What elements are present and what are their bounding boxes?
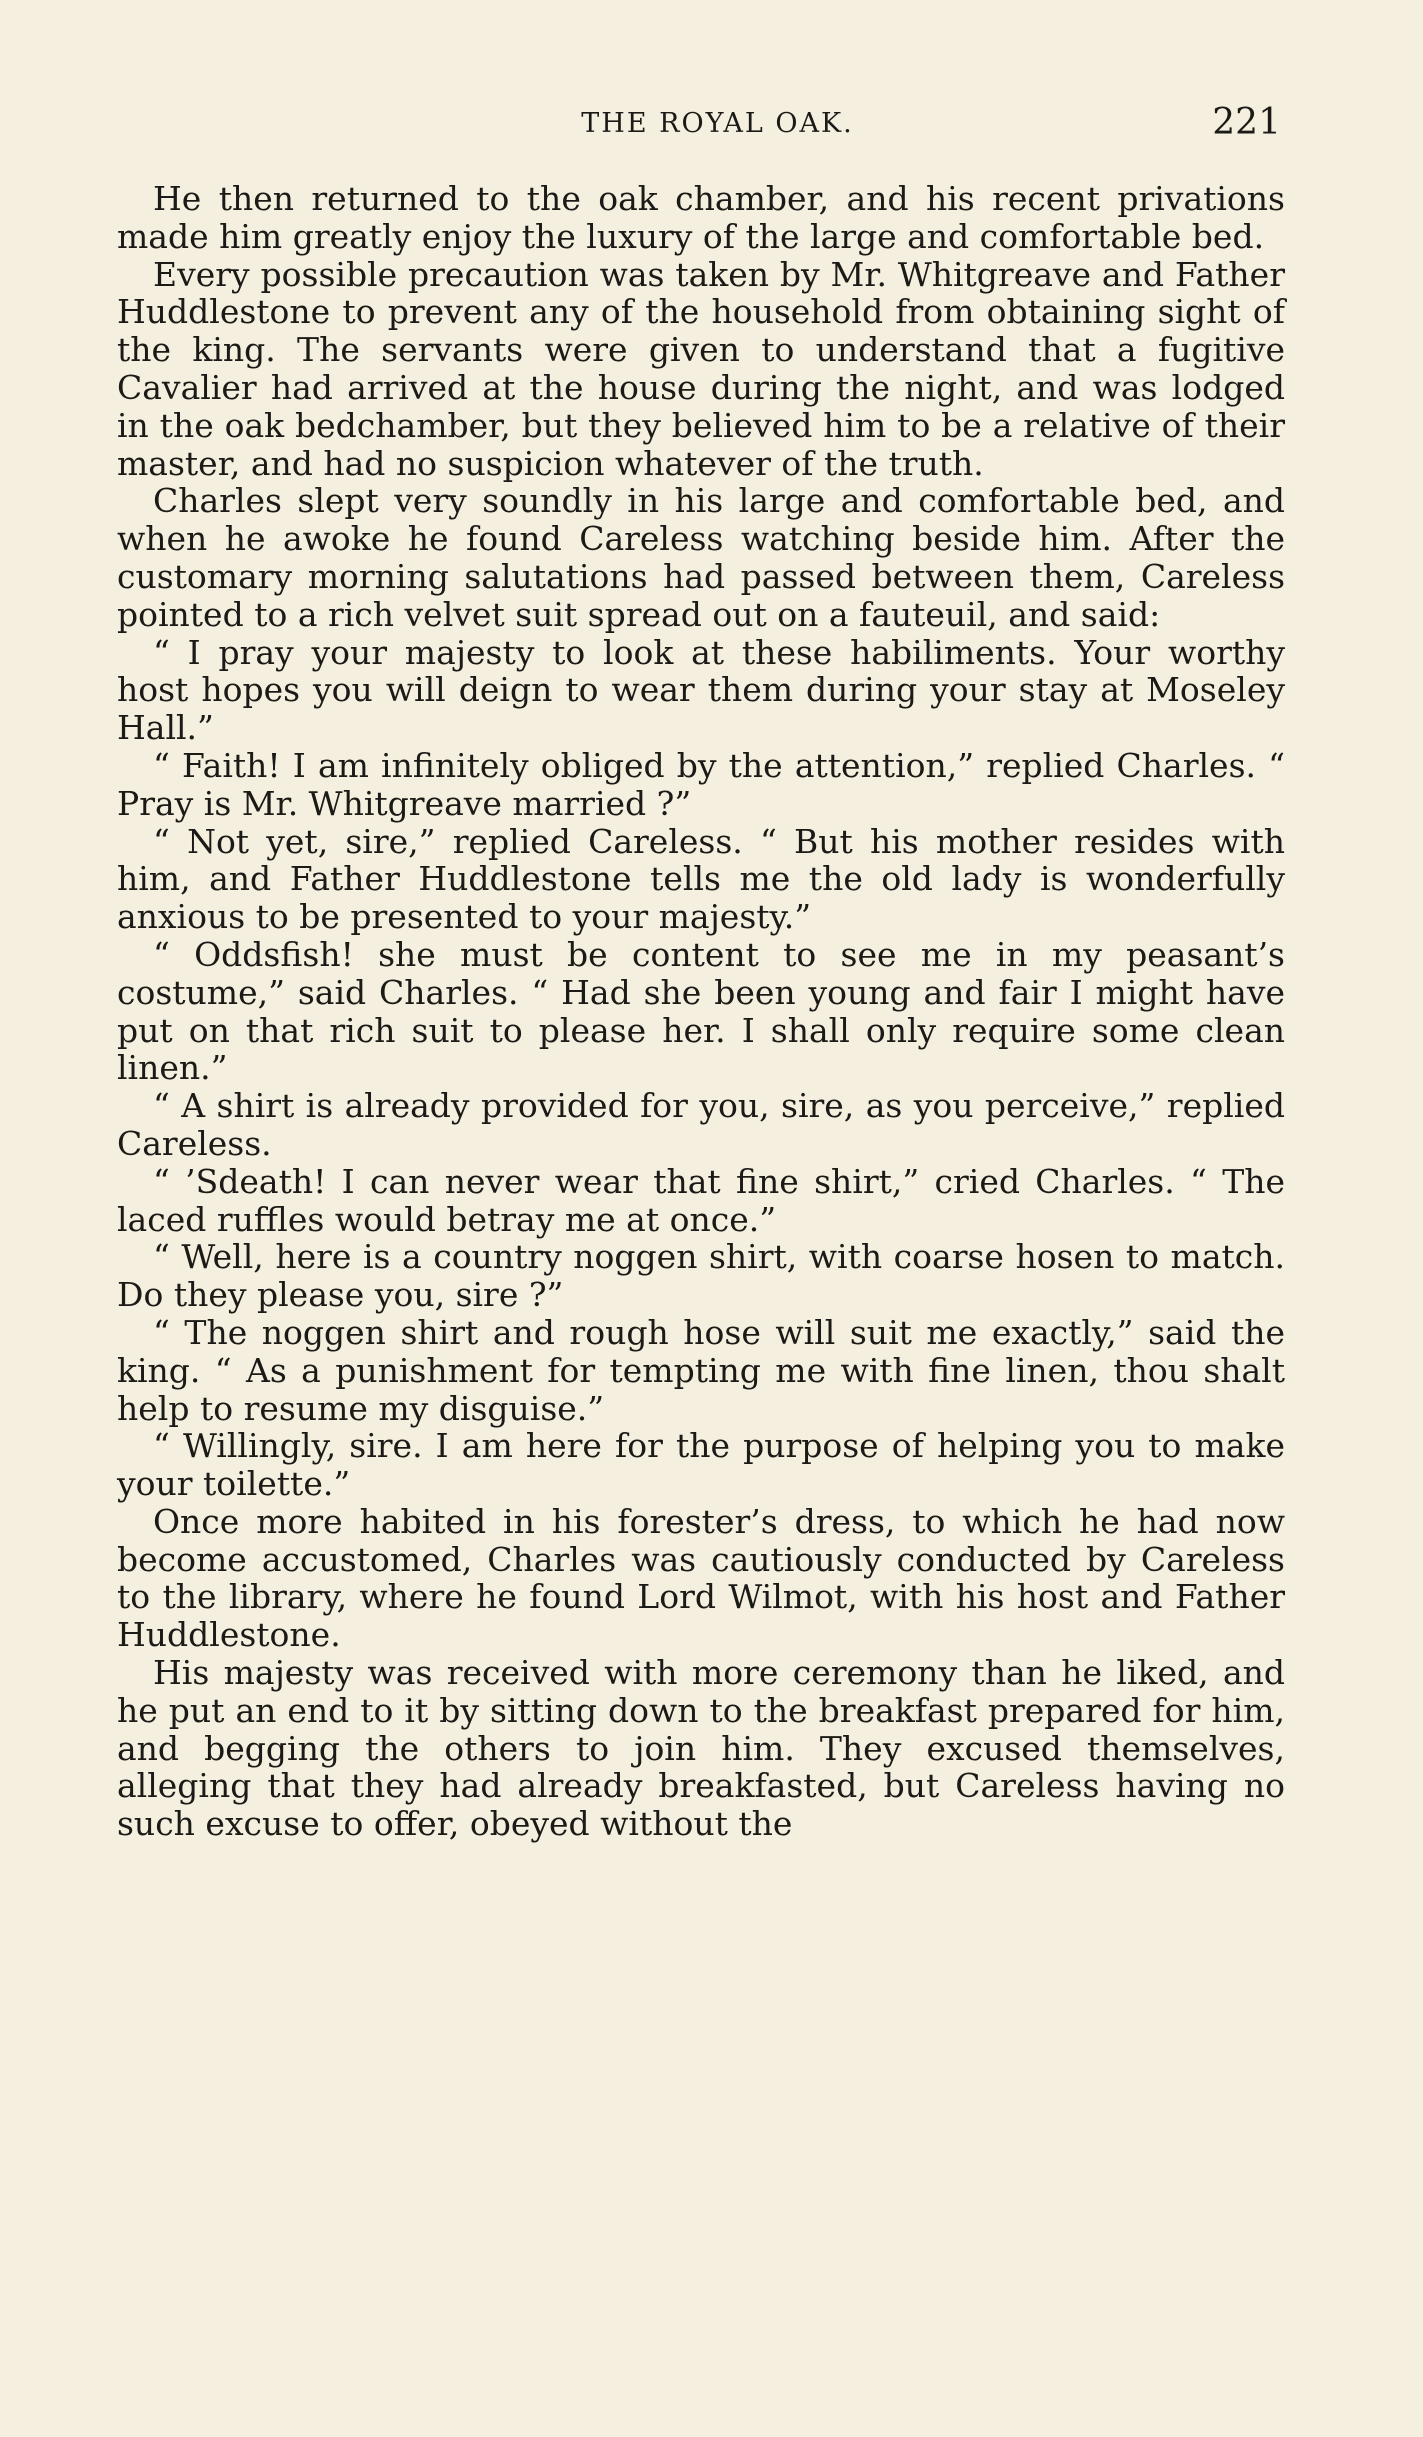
page-number: 221 (1212, 102, 1281, 143)
paragraph: “ Oddsfish! she must be content to see me in my peasant’s costume,” said Charles. “ Had she been young and fair I might have put on that rich suit to please her. I shall only require some clean linen.” (117, 934, 1285, 1088)
paragraph: “ Well, here is a country noggen shirt, with coarse hosen to match. Do they please you, sire ?” (117, 1237, 1285, 1315)
paragraph: “ I pray your majesty to look at these habiliments. Your worthy host hopes you will deign to wear them during your stay at Moseley Hall.” (117, 632, 1285, 748)
paragraph: Every possible precaution was taken by Mr. Whitgreave and Father Huddlestone to prevent any of the household from obtaining sight of the king. The servants were given to understand that a fugitive Cavalier had arrived at the house during the night, and was lodged in the oak bedchamber, but they believed him to be a relative of their master, and had no suspicion whatever of the truth. (117, 254, 1285, 483)
paragraph: “ Faith! I am infinitely obliged by the attention,” replied Charles. “ Pray is Mr. Whitgreave married ?” (117, 745, 1285, 823)
paragraph: Charles slept very soundly in his large and comfortable bed, and when he awoke he found Careless watching beside him. After the customary morning salutations had passed between them, Careless pointed to a rich velvet suit spread out on a fauteuil, and said: (117, 481, 1285, 634)
paragraph: “ Willingly, sire. I am here for the purpose of helping you to make your toilette.” (117, 1426, 1285, 1504)
paragraph: “ The noggen shirt and rough hose will suit me exactly,” said the king. “ As a punishment for tempting me with fine linen, thou shalt help to resume my disguise.” (117, 1312, 1285, 1428)
paragraph: His majesty was received with more ceremony than he liked, and he put an end to it by sitting down to the breakfast prepared for him, and begging the others to join him. They excused themselves, alleging that they had already breakfasted, but Careless having no such excuse to offer, obeyed without the (117, 1653, 1285, 1844)
running-title: THE ROYAL OAK. (581, 108, 854, 139)
paragraph: “ A shirt is already provided for you, sire, as you perceive,” replied Careless. (117, 1086, 1285, 1163)
paragraph: “ ’Sdeath! I can never wear that fine shirt,” cried Charles. “ The laced ruffles would betray me at once.” (117, 1161, 1285, 1239)
paragraph: Once more habited in his forester’s dress, to which he had now become accustomed, Charles was cautiously conducted by Careless to the library, where he found Lord Wilmot, with his host and Father Huddlestone. (117, 1501, 1285, 1655)
page-header (150, 102, 1285, 152)
body-text (117, 180, 1285, 1843)
paragraph: He then returned to the oak chamber, and his recent privations made him greatly enjoy the luxury of the large and comfortable bed. (117, 179, 1285, 256)
paragraph: “ Not yet, sire,” replied Careless. “ But his mother resides with him, and Father Huddlestone tells me the old lady is wonderfully anxious to be presented to your majesty.” (117, 821, 1285, 937)
